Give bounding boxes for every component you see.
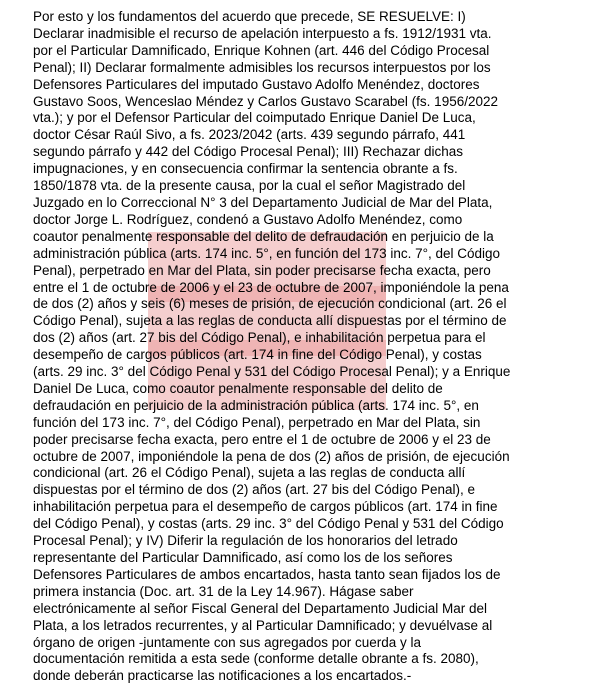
text-line: segundo párrafo y 442 del Código Procesal Penal); III) Rechazar dichas bbox=[33, 144, 463, 160]
text-line: documentación remitida a esta sede (conforme detalle obrante a fs. 2080), bbox=[33, 651, 479, 667]
text-line: coautor penalmente responsable del delito de defraudación en perjuicio de la bbox=[33, 228, 494, 244]
text-line: donde deberán practicarse las notificaciones a los encartados.- bbox=[33, 668, 412, 684]
text-line: 1850/1878 vta. de la presente causa, por la cual el señor Magistrado del bbox=[33, 178, 466, 194]
text-line: doctor Jorge L. Rodríguez, condenó a Gustavo Adolfo Menéndez, como bbox=[33, 211, 463, 227]
text-line: Defensores Particulares de ambos encartados, hasta tanto sean fijados los de bbox=[33, 566, 501, 582]
text-line: Penal), perpetrado en Mar del Plata, sin poder precisarse fecha exacta, pero bbox=[33, 262, 491, 278]
text-line: del Código Penal), y costas (arts. 29 inc. 3° del Código Penal y 531 del Código bbox=[33, 516, 504, 532]
text-line: vta.); y por el Defensor Particular del coimputado Enrique Daniel De Luca, bbox=[33, 110, 476, 126]
resolution-paragraph bbox=[33, 9, 563, 685]
text-line: de dos (2) años y seis (6) meses de prisión, de ejecución condicional (art. 26 el bbox=[33, 296, 507, 312]
text-line: Penal); II) Declarar formalmente admisibles los recursos interpuestos por los bbox=[33, 59, 491, 75]
text-line: (arts. 29 inc. 3° del Código Penal y 531 del Código Procesal Penal); y a Enrique bbox=[33, 364, 511, 380]
text-line: Daniel De Luca, como coautor penalmente responsable del delito de bbox=[33, 380, 443, 396]
text-line: Plata, a los letrados recurrentes, y al Particular Damnificado; y devuélvase al bbox=[33, 617, 493, 633]
text-line: Gustavo Soos, Wenceslao Méndez y Carlos Gustavo Scarabel (fs. 1956/2022 bbox=[33, 93, 498, 109]
text-line: Defensores Particulares del imputado Gustavo Adolfo Menéndez, doctores bbox=[33, 76, 480, 92]
text-line: entre el 1 de octubre de 2006 y el 23 de octubre de 2007, imponiéndole la pena bbox=[33, 279, 509, 295]
text-line: dos (2) años (art. 27 bis del Código Penal), e inhabilitación perpetua para el bbox=[33, 330, 486, 346]
text-line: primera instancia (Doc. art. 31 de la Ley 14.967). Hágase saber bbox=[33, 583, 414, 599]
text-line: defraudación en perjuicio de la administración pública (arts. 174 inc. 5°, en bbox=[33, 397, 479, 413]
text-line: impugnaciones, y en consecuencia confirmar la sentencia obrante a fs. bbox=[33, 161, 458, 177]
text-line: por el Particular Damnificado, Enrique Kohnen (art. 446 del Código Procesal bbox=[33, 42, 490, 58]
text-line: representante del Particular Damnificado, así como los de los señores bbox=[33, 550, 453, 565]
text-line: doctor César Raúl Sivo, a fs. 2023/2042 (arts. 439 segundo párrafo, 441 bbox=[33, 127, 466, 143]
text-line: administración pública (arts. 174 inc. 5°, en función del 173 inc. 7°, del Código bbox=[33, 245, 501, 261]
text-line: función del 173 inc. 7°, del Código Penal), perpetrado en Mar del Plata, sin bbox=[33, 414, 481, 430]
text-line: inhabilitación perpetua para el desempeño de cargos públicos (art. 174 in fine bbox=[33, 499, 498, 515]
text-line: desempeño de cargos públicos (art. 174 in fine del Código Penal), y costas bbox=[33, 347, 482, 363]
text-line: octubre de 2007, imponiéndole la pena de dos (2) años de prisión, de ejecución bbox=[33, 448, 510, 464]
text-line: electrónicamente al señor Fiscal General del Departamento Judicial Mar del bbox=[33, 600, 487, 616]
text-line: poder precisarse fecha exacta, pero entre el 1 de octubre de 2006 y el 23 de bbox=[33, 431, 491, 447]
text-line: dispuestas por el término de dos (2) años (art. 27 bis del Código Penal), e bbox=[33, 482, 475, 498]
text-line: órgano de origen -juntamente con sus agregados por cuerda y la bbox=[33, 634, 421, 650]
text-line: Código Penal), sujeta a las reglas de conducta allí dispuestas por el término de bbox=[33, 313, 507, 329]
text-line: Juzgado en lo Correccional N° 3 del Departamento Judicial de Mar del Plata, bbox=[33, 194, 493, 210]
text-line: Por esto y los fundamentos del acuerdo que precede, SE RESUELVE: I) bbox=[33, 9, 466, 24]
text-line: Procesal Penal); y IV) Diferir la regulación de los honorarios del letrado bbox=[33, 533, 458, 549]
text-line: Declarar inadmisible el recurso de apelación interpuesto a fs. 1912/1931 vta. bbox=[33, 25, 492, 41]
text-line: condicional (art. 26 el Código Penal), sujeta a las reglas de conducta allí bbox=[33, 465, 466, 481]
